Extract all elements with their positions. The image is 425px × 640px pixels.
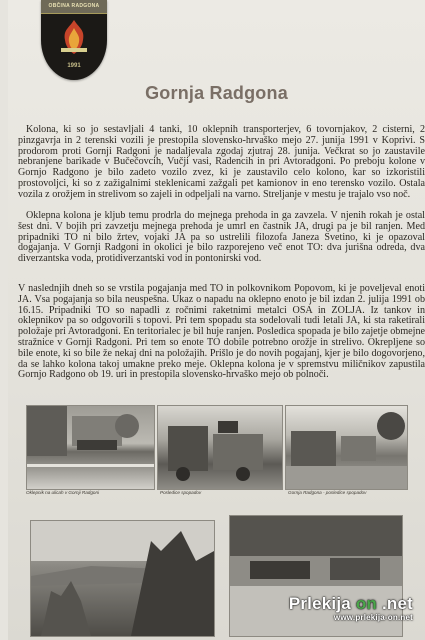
page-title: Gornja Radgona (145, 83, 288, 103)
photo-bridge-trees (30, 520, 215, 637)
paragraph-1: Kolona, ki so jo sestavljali 4 tanki, 10 oklepnih transporterjev, 6 tovornjakov, 2 cisterni, 2 pinzgavrja in 2 terenski vozili je prestopila slovensko-hrvaško mejo 27. junija 1991 v Koprivi. S prodorom proti Gornji Radgoni je nadaljevala zgodaj zjutraj 28. junija. Večkrat so jo zaustavile nebranjene barikade v Bučečovcih, Vučji vasi, Radencih in pri Avtoradgoni. Po preboju kolone v Gornjo Radgono je bilo zadeto vozilo zvez, ki je zaustavilo celo kolono, kar so izkoristili prostovoljci, ki so z zažigalnimi steklenicami zažgali pet kamionov in eno terensko vozilo. Ostala vozila z orožjem in strelivom so zajeli in odpeljali na varno. Streljanje v mestu je trajalo vso noč. (18, 125, 425, 200)
watermark-url: www.prlekija-on.net (333, 613, 413, 622)
paragraph-2: Oklepna kolona je kljub temu prodrla do mejnega prehoda in ga zavzela. V njenih rokah je ostal šest dni. V bojih pri zavzetju mejnega prehoda je umrl en častnik JA, drugi pa je bil ranjen. Med pripadniki TO ni bilo žrtev, vojaki JA pa so ustrelili filozofa Janeza Svetino, ki je opazoval dogajanja. V Gornji Radgoni in okolici je bilo razporejeno več enot TO: dva jurišna odreda, dva diverzantska voda, protidiverzantski vod in pontonirski vod. (18, 211, 425, 265)
watermark-logo: Prlekija on .net (288, 594, 413, 613)
crest-icon (41, 0, 107, 80)
photo-caption-3: Gornja Radgona - posledice spopadov (288, 490, 367, 495)
crest-banner: OBČINA RADGONA (41, 0, 107, 14)
photo-aftermath (285, 405, 408, 490)
site-watermark (289, 594, 413, 622)
photo-caption-1: Oklepnik na ulicah v Gornji Radgoni (26, 490, 100, 495)
photo-caption-2: Posledice spopadov (160, 490, 202, 495)
paragraph-3: V naslednjih dneh so se vrstila pogajanja med TO in polkovnikom Popovom, ki je poveljeval enoti JA. Vsa pogajanja so bila neuspešna. Ukaz o napadu na oklepno enoto je bil izdan 2. julija 1991 ob 16.15. Pripadniki TO so napadli z ročnimi raketnimi metalci OSA in ZOLJA. Iz tankov in oklepnikov pa so odgovorili s topovi. Pri tem spopadu sta sodelovali tudi letali JA, ki sta raketirali položaje pri Avtoradgoni. En teritorialec je bil huje ranjen. Posledica spopada je bilo zajetje obmejne stražnice v Gornji Radgoni. Pri tem so enote TO dobile potrebno orožje in strelivo. Okrepljene so bile enote, ki so bile že nekaj dni na položajih. Prišlo je do novih pogajanj, kjer je bilo dogovorjeno, da se lahko kolona takoj umakne preko meje. Oklepna kolona je v spremstvu miličnikov zapustila Gornjo Radgono ob 19. uri in prestopila slovensko-hrvaško mejo ob polnoči. (18, 284, 425, 381)
exhibit-board (8, 0, 425, 640)
crest-year: 1991 (67, 63, 81, 69)
photo-armored-vehicle (26, 405, 155, 490)
flame-emblem-icon (55, 18, 93, 58)
photo-burnt-trucks (157, 405, 283, 490)
